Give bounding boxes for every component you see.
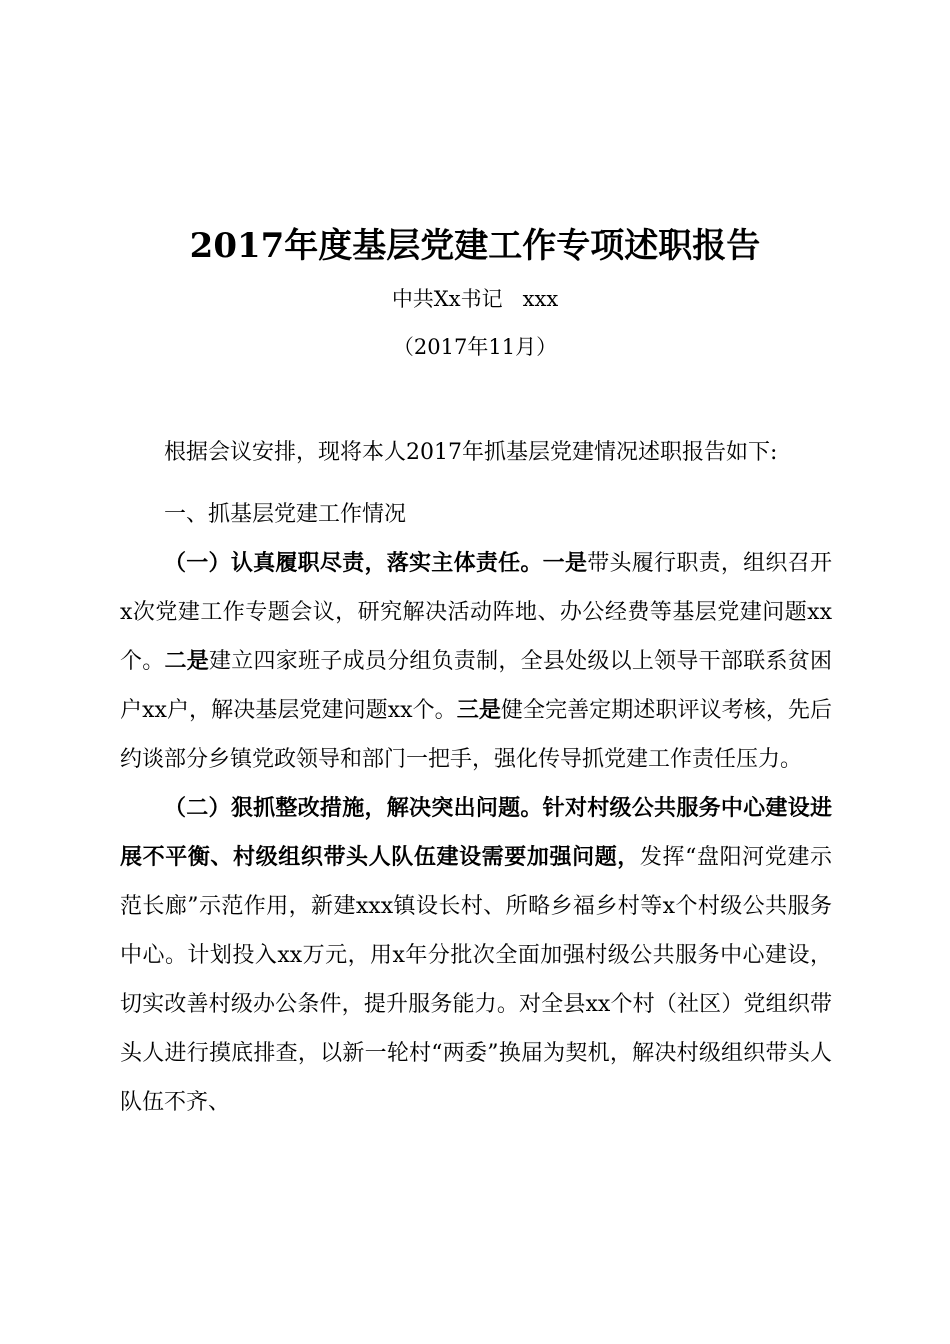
intro-paragraph: 根据会议安排，现将本人2017年抓基层党建情况述职报告如下: [164,440,778,465]
date-line: （2017年11月） [392,335,558,359]
paragraph-1-text-3: 健全完善定期述职评议考核，先后约谈部分乡镇党政领导和部门一把手，强化传导抓党建工作责任压力。 [120,698,832,772]
document-title: 2017年度基层党建工作专项述职报告 [189,226,761,266]
paragraph-1-text-2: 建立四家班子成员分组负责制，全县处级以上领导干部联系贫困户xx户，解决基层党建问题xx个。 [120,649,832,723]
marker-2: 二是 [164,648,210,674]
paragraph-1-text-1: 带头履行职责，组织召开x次党建工作专题会议，研究解决活动阵地、办公经费等基层党建问题xx个。 [120,551,832,674]
paragraph-2 [120,784,832,1127]
paragraph-2-text: 发挥“盘阳河党建示范长廊”示范作用，新建xxx镇设长村、所略乡福乡村等x个村级公共服务中心。计划投入xx万元，用x年分批次全面加强村级公共服务中心建设，切实改善村级办公条件，提升服务能力。对全县xx个村（社区）党组织带头人进行摸底排查，以新一轮村“两委”换届为契机，解决村级组织带头人队伍不齐、 [120,845,832,1115]
paragraph-1 [120,539,832,784]
author-line: 中共Xx书记 xxx [391,287,559,311]
marker-3: 三是 [456,697,501,723]
paragraph-1-lead: （一）认真履职尽责，落实主体责任。 [164,550,543,576]
document-body [120,428,832,1127]
paragraph-2-lead: （二）狠抓整改措施，解决突出问题。针对村级公共服务中心建设进展不平衡、村级组织带头人队伍建设需要加强问题， [120,795,832,870]
marker-1: 一是 [542,550,588,576]
section-heading: 一、抓基层党建工作情况 [164,502,407,527]
